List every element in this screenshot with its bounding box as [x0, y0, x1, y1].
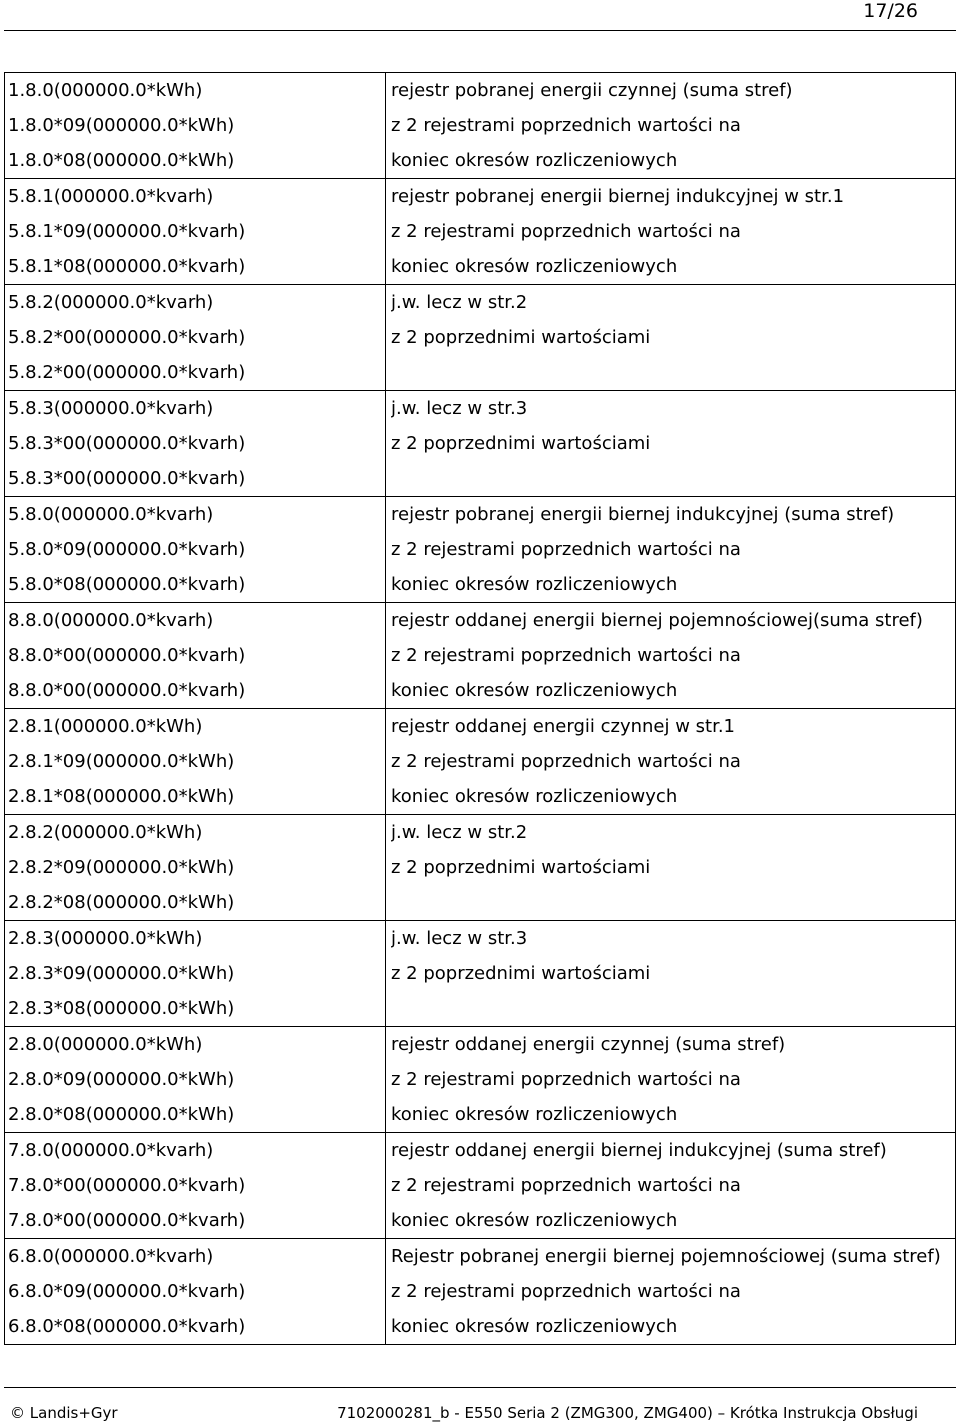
register-description: rejestr oddanej energii czynnej w str.1 [391, 716, 736, 737]
register-code: 5.8.1(000000.0*kvarh) [8, 186, 214, 207]
table-row [5, 1027, 956, 1133]
register-description-cell [386, 497, 956, 603]
register-description: j.w. lecz w str.3 [391, 928, 528, 949]
register-description: j.w. lecz w str.2 [391, 822, 528, 843]
register-code-cell [5, 603, 386, 709]
table-body [5, 73, 956, 1345]
register-description: z 2 rejestrami poprzednich wartości na [391, 1281, 741, 1302]
register-code: 8.8.0(000000.0*kvarh) [8, 610, 214, 631]
register-code-cell [5, 285, 386, 391]
footer-rule [4, 1387, 956, 1388]
register-description: rejestr oddanej energii biernej pojemnościowej(suma stref) [391, 610, 923, 631]
footer-copyright: © Landis+Gyr [10, 1404, 118, 1422]
register-description-cell [386, 179, 956, 285]
page-number: 17/26 [863, 0, 918, 22]
register-code: 1.8.0*08(000000.0*kWh) [8, 150, 235, 171]
table-row [5, 285, 956, 391]
register-code: 6.8.0*08(000000.0*kvarh) [8, 1316, 246, 1337]
table-row [5, 497, 956, 603]
register-description: z 2 rejestrami poprzednich wartości na [391, 751, 741, 772]
table-row [5, 1239, 956, 1345]
register-description: koniec okresów rozliczeniowych [391, 1210, 678, 1231]
register-code: 7.8.0(000000.0*kvarh) [8, 1140, 214, 1161]
register-description: j.w. lecz w str.2 [391, 292, 528, 313]
obis-register-table [4, 72, 956, 1345]
register-description: koniec okresów rozliczeniowych [391, 680, 678, 701]
register-code: 5.8.3*00(000000.0*kvarh) [8, 433, 246, 454]
register-code: 2.8.2*09(000000.0*kWh) [8, 857, 235, 878]
register-description: z 2 rejestrami poprzednich wartości na [391, 645, 741, 666]
register-code: 2.8.1*08(000000.0*kWh) [8, 786, 235, 807]
register-description: koniec okresów rozliczeniowych [391, 786, 678, 807]
register-description: koniec okresów rozliczeniowych [391, 256, 678, 277]
register-code: 2.8.2*08(000000.0*kWh) [8, 892, 235, 913]
register-code: 6.8.0(000000.0*kvarh) [8, 1246, 214, 1267]
table-row [5, 1133, 956, 1239]
register-description: rejestr pobranej energii czynnej (suma stref) [391, 80, 793, 101]
register-code-cell [5, 1239, 386, 1345]
register-description: z 2 rejestrami poprzednich wartości na [391, 115, 741, 136]
register-description: koniec okresów rozliczeniowych [391, 1104, 678, 1125]
register-code: 5.8.3*00(000000.0*kvarh) [8, 468, 246, 489]
register-description-cell [386, 391, 956, 497]
register-code: 5.8.2(000000.0*kvarh) [8, 292, 214, 313]
register-code: 6.8.0*09(000000.0*kvarh) [8, 1281, 246, 1302]
footer-document-title: 7102000281_b - E550 Seria 2 (ZMG300, ZMG400) – Krótka Instrukcja Obsługi [337, 1404, 918, 1422]
register-description-cell [386, 709, 956, 815]
register-code: 2.8.3*09(000000.0*kWh) [8, 963, 235, 984]
register-description: z 2 rejestrami poprzednich wartości na [391, 539, 741, 560]
register-code: 8.8.0*00(000000.0*kvarh) [8, 645, 246, 666]
table-row [5, 391, 956, 497]
register-description: rejestr oddanej energii czynnej (suma stref) [391, 1034, 786, 1055]
register-code: 5.8.2*00(000000.0*kvarh) [8, 327, 246, 348]
register-code-cell [5, 73, 386, 179]
register-code: 5.8.0*09(000000.0*kvarh) [8, 539, 246, 560]
register-description-cell [386, 1133, 956, 1239]
table-row [5, 603, 956, 709]
table-row [5, 709, 956, 815]
register-code: 5.8.1*08(000000.0*kvarh) [8, 256, 246, 277]
register-description-cell [386, 921, 956, 1027]
register-description: z 2 poprzednimi wartościami [391, 963, 651, 984]
register-code: 7.8.0*00(000000.0*kvarh) [8, 1175, 246, 1196]
register-description: rejestr oddanej energii biernej indukcyjnej (suma stref) [391, 1140, 887, 1161]
register-code: 5.8.0(000000.0*kvarh) [8, 504, 214, 525]
register-description: rejestr pobranej energii biernej indukcyjnej (suma stref) [391, 504, 895, 525]
register-description-cell [386, 1027, 956, 1133]
register-code: 2.8.1*09(000000.0*kWh) [8, 751, 235, 772]
register-description [391, 461, 955, 496]
register-code-cell [5, 1133, 386, 1239]
register-code-cell [5, 921, 386, 1027]
register-code-cell [5, 497, 386, 603]
register-description: z 2 rejestrami poprzednich wartości na [391, 1175, 741, 1196]
register-code: 5.8.0*08(000000.0*kvarh) [8, 574, 246, 595]
register-description: koniec okresów rozliczeniowych [391, 574, 678, 595]
register-code: 8.8.0*00(000000.0*kvarh) [8, 680, 246, 701]
register-code: 1.8.0*09(000000.0*kWh) [8, 115, 235, 136]
table-row [5, 73, 956, 179]
register-code: 7.8.0*00(000000.0*kvarh) [8, 1210, 246, 1231]
register-description [391, 991, 955, 1026]
register-code: 2.8.0*08(000000.0*kWh) [8, 1104, 235, 1125]
register-code: 2.8.3(000000.0*kWh) [8, 928, 203, 949]
register-description: rejestr pobranej energii biernej indukcyjnej w str.1 [391, 186, 845, 207]
register-code: 5.8.3(000000.0*kvarh) [8, 398, 214, 419]
register-code: 2.8.0*09(000000.0*kWh) [8, 1069, 235, 1090]
register-description: Rejestr pobranej energii biernej pojemnościowej (suma stref) [391, 1246, 941, 1267]
register-code-cell [5, 1027, 386, 1133]
register-code: 2.8.1(000000.0*kWh) [8, 716, 203, 737]
register-description: koniec okresów rozliczeniowych [391, 1316, 678, 1337]
register-code-cell [5, 709, 386, 815]
register-description: koniec okresów rozliczeniowych [391, 150, 678, 171]
register-description-cell [386, 285, 956, 391]
header-rule [4, 30, 956, 31]
table-row [5, 921, 956, 1027]
register-description: z 2 poprzednimi wartościami [391, 327, 651, 348]
register-description-cell [386, 73, 956, 179]
register-description-cell [386, 1239, 956, 1345]
register-code: 1.8.0(000000.0*kWh) [8, 80, 203, 101]
register-description: z 2 poprzednimi wartościami [391, 857, 651, 878]
register-code-cell [5, 815, 386, 921]
register-code: 2.8.2(000000.0*kWh) [8, 822, 203, 843]
register-description [391, 885, 955, 920]
register-description-cell [386, 603, 956, 709]
register-description: z 2 poprzednimi wartościami [391, 433, 651, 454]
register-description: z 2 rejestrami poprzednich wartości na [391, 1069, 741, 1090]
register-description [391, 355, 955, 390]
register-code-cell [5, 391, 386, 497]
register-code: 5.8.2*00(000000.0*kvarh) [8, 362, 246, 383]
table-row [5, 179, 956, 285]
register-code: 2.8.0(000000.0*kWh) [8, 1034, 203, 1055]
register-description: z 2 rejestrami poprzednich wartości na [391, 221, 741, 242]
register-code-cell [5, 179, 386, 285]
register-code: 5.8.1*09(000000.0*kvarh) [8, 221, 246, 242]
table-row [5, 815, 956, 921]
register-description-cell [386, 815, 956, 921]
register-code: 2.8.3*08(000000.0*kWh) [8, 998, 235, 1019]
register-description: j.w. lecz w str.3 [391, 398, 528, 419]
